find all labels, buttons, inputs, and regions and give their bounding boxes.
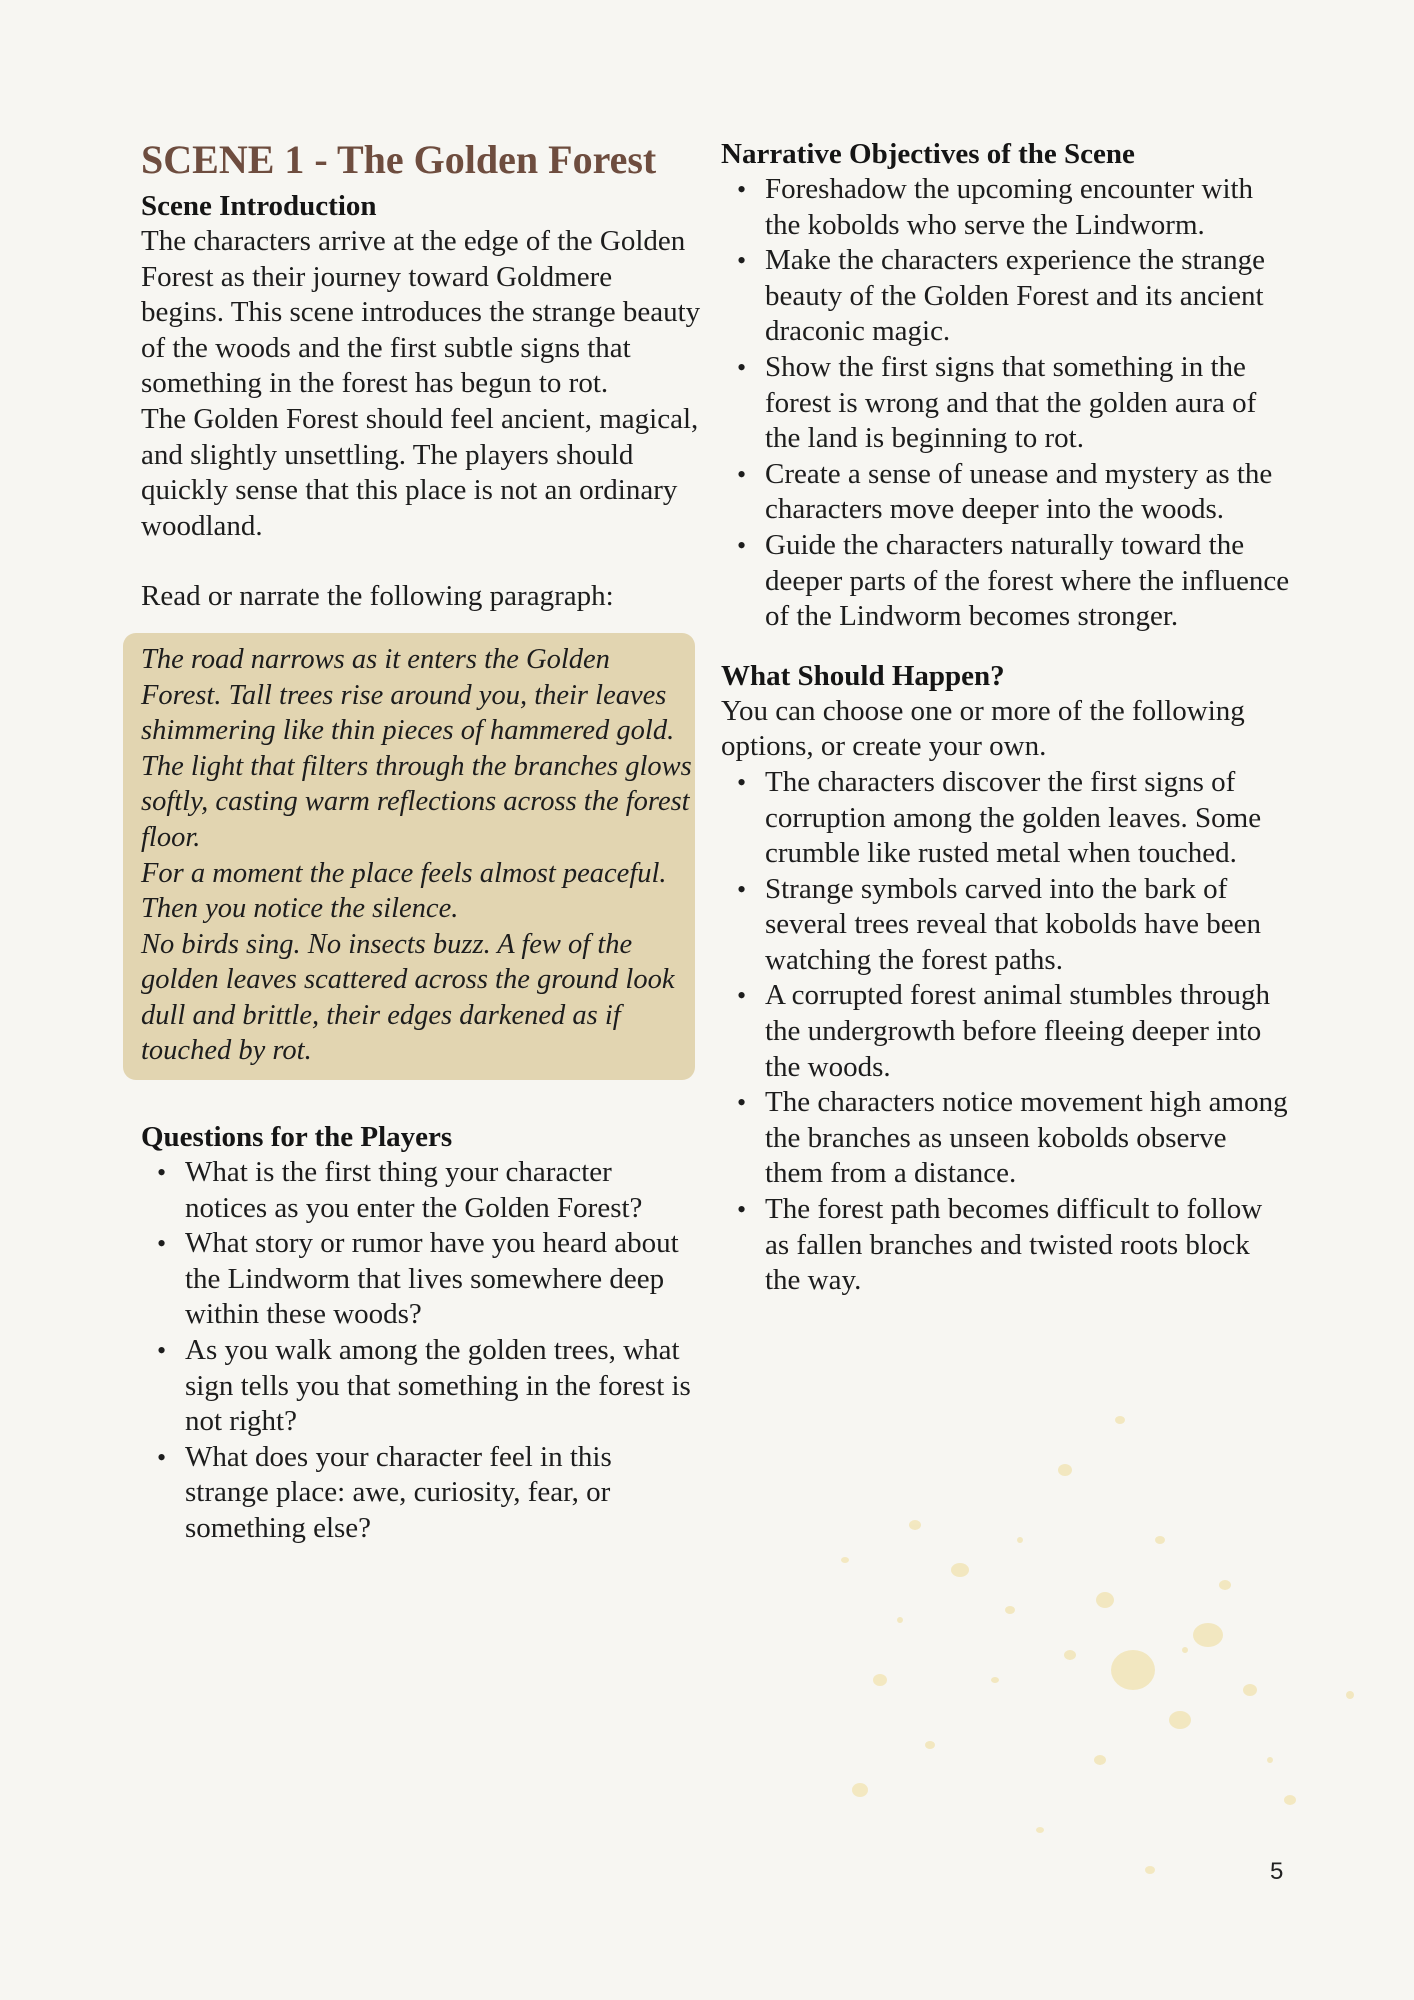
page-number: 5 (1270, 1858, 1284, 1885)
bullet-icon: • (737, 767, 747, 797)
bullet-icon: • (737, 981, 747, 1011)
bullet-icon: • (157, 1336, 167, 1366)
questions-heading: Questions for the Players (141, 1121, 453, 1154)
list-item: • Foreshadow the upcoming encounter with the kobolds who serve the Lindworm. (737, 173, 1254, 241)
list-item: • What story or rumor have you heard about the Lindworm that lives somewhere deep within these woods? (157, 1227, 679, 1331)
bullet-icon: • (157, 1158, 167, 1188)
list-item: • Create a sense of unease and mystery as the characters move deeper into the woods. (737, 457, 1273, 526)
questions-list (141, 1155, 701, 1547)
read-aloud-paragraph: No birds sing. No insects buzz. A few of the golden leaves scattered across the ground look dull and brittle, their edges darkened as if touched by rot. (141, 928, 675, 1067)
happen-intro: You can choose one or more of the following options, or create your own. (721, 694, 1245, 763)
what-should-happen-heading: What Should Happen? (721, 659, 1005, 692)
list-item: • The characters discover the first signs of corruption among the golden leaves. Some crumble like rusted metal when touched. (737, 765, 1262, 870)
intro-paragraph: The characters arrive at the edge of the Golden Forest as their journey toward Goldmere begins. This scene introduces the strange beauty of the woods and the first subtle signs that something in the forest has begun to rot. (141, 225, 701, 400)
list-item: • The forest path becomes difficult to follow as fallen branches and twisted roots block the way. (737, 1193, 1263, 1297)
bullet-icon: • (737, 352, 747, 382)
bullet-icon: • (737, 175, 747, 204)
list-item: • The characters notice movement high among the branches as unseen kobolds observe them from a distance. (737, 1086, 1288, 1190)
read-aloud-paragraph: For a moment the place feels almost peaceful. Then you notice the silence. (141, 857, 667, 925)
scene-introduction-heading: Scene Introduction (141, 190, 377, 222)
list-item: • What does your character feel in this strange place: awe, curiosity, fear, or something else? (157, 1440, 612, 1544)
bullet-icon: • (737, 1088, 747, 1118)
bullet-icon: • (737, 246, 747, 276)
bullet-icon: • (737, 459, 747, 489)
bullet-icon: • (737, 530, 747, 560)
read-aloud-prompt: Read or narrate the following paragraph: (141, 580, 614, 613)
list-item: • Strange symbols carved into the bark of several trees reveal that kobolds have been watching the forest paths. (737, 872, 1262, 976)
list-item: • What is the first thing your character notices as you enter the Golden Forest? (157, 1156, 643, 1224)
bullet-icon: • (737, 1195, 747, 1225)
happen-options-list (721, 765, 1291, 1299)
objectives-list (721, 172, 1291, 635)
intro-paragraph: The Golden Forest should feel ancient, magical, and slightly unsettling. The players should quickly sense that this place is not an ordinary woodland. (141, 402, 699, 542)
list-item: • A corrupted forest animal stumbles through the undergrowth before fleeing deeper into the woods. (737, 979, 1270, 1083)
left-column (141, 132, 701, 1547)
list-item: • Guide the characters naturally toward the deeper parts of the forest where the influence of the Lindworm becomes stronger. (737, 528, 1290, 633)
read-aloud-box (123, 633, 695, 1080)
bullet-icon: • (737, 874, 747, 904)
bullet-icon: • (157, 1442, 167, 1472)
objectives-heading: Narrative Objectives of the Scene (721, 138, 1135, 170)
list-item: • Make the characters experience the strange beauty of the Golden Forest and its ancient draconic magic. (737, 244, 1265, 348)
list-item: • Show the first signs that something in the forest is wrong and that the golden aura of the land is beginning to rot. (737, 350, 1257, 455)
read-aloud-paragraph: The road narrows as it enters the Golden Forest. Tall trees rise around you, their leaves shimmering like thin pieces of hammered gold. The light that filters through the branches glows softly, casting warm reflections across the forest floor. (141, 643, 692, 853)
bullet-icon: • (157, 1229, 167, 1259)
list-item: • As you walk among the golden trees, what sign tells you that something in the forest is not right? (157, 1334, 691, 1438)
scene-title: SCENE 1 - The Golden Forest (141, 137, 657, 182)
right-column (721, 132, 1291, 1299)
